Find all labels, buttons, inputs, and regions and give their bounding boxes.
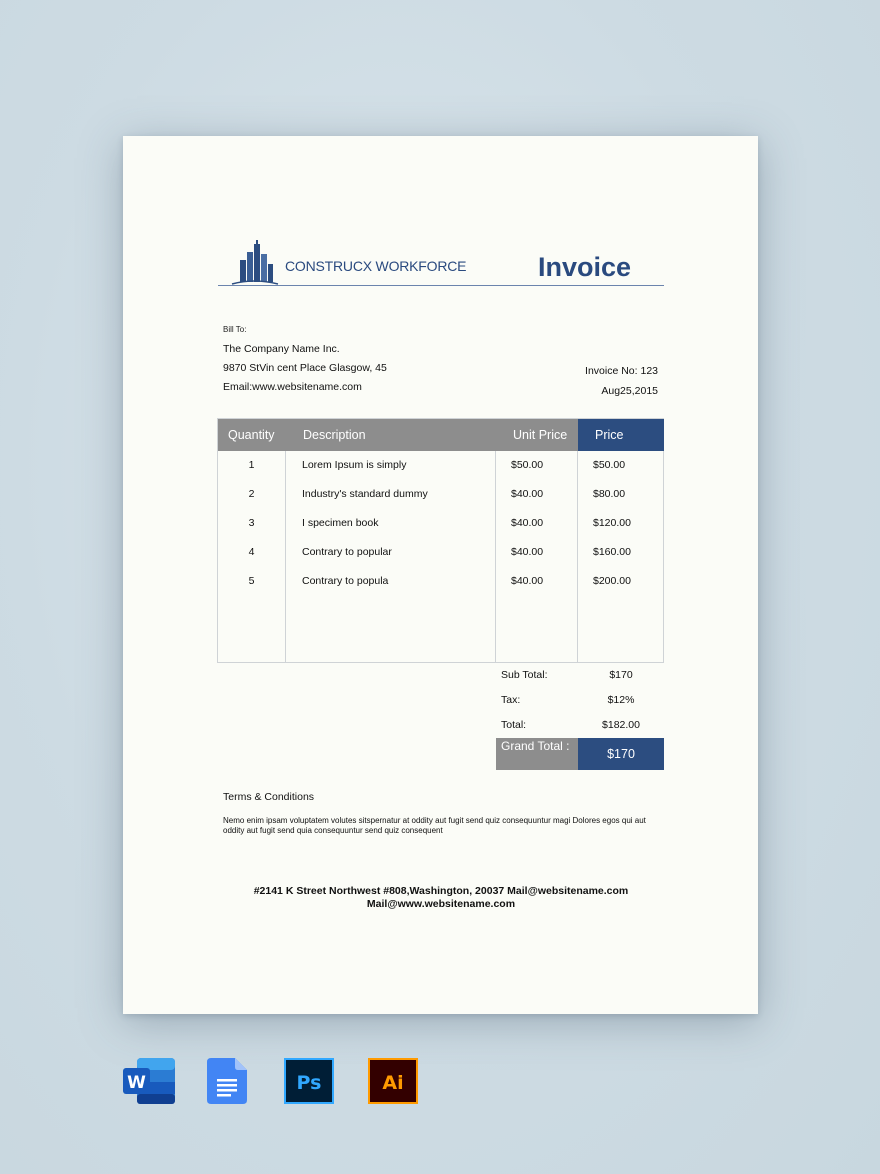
photoshop-glyph: Ps [296,1072,322,1094]
grand-total-value: $170 [607,747,635,761]
column-divider [577,451,578,662]
illustrator-icon[interactable] [368,1058,418,1104]
cell-description: Industry's standard dummy [302,488,428,500]
cell-price: $120.00 [593,517,631,529]
cell-unit-price: $40.00 [511,488,544,500]
invoice-title: Invoice [538,252,632,282]
cell-description: Contrary to popula [302,575,389,587]
cell-description: Lorem Ipsum is simply [302,459,407,471]
cell-price: $50.00 [593,459,626,471]
invoice-number: Invoice No: 123 [585,365,658,377]
company-name: CONSTRUCX WORKFORCE [285,258,467,274]
header-divider [218,285,664,286]
tax-value: $12% [607,694,635,706]
bill-to-address: 9870 StVin cent Place Glasgow, 45 [223,362,387,374]
bill-to-name: The Company Name Inc. [223,343,340,355]
footer-email: Mail@www.websitename.com [366,898,516,910]
cell-description: Contrary to popular [302,546,392,558]
cell-unit-price: $50.00 [511,459,544,471]
cell-unit-price: $40.00 [511,546,544,558]
illustrator-glyph: Ai [382,1072,404,1094]
building-skyline-icon [228,240,280,286]
photoshop-icon[interactable] [284,1058,334,1104]
subtotal-value: $170 [609,669,633,681]
tax-label: Tax: [501,694,521,706]
word-icon[interactable] [123,1058,173,1104]
line-items-table [217,418,664,663]
total-label: Total: [501,719,527,731]
cell-quantity: 4 [248,546,255,558]
terms-heading: Terms & Conditions [223,791,315,803]
word-glyph: W [127,1073,146,1093]
cell-unit-price: $40.00 [511,575,544,587]
header-price: Price [595,428,624,442]
header-quantity: Quantity [228,428,275,442]
cell-quantity: 1 [248,459,255,471]
column-divider [495,451,496,662]
subtotal-label: Sub Total: [501,669,548,681]
cell-price: $200.00 [593,575,631,587]
grand-total-label: Grand Total : [501,739,570,753]
header-description: Description [303,428,366,442]
cell-quantity: 3 [248,517,255,529]
invoice-date: Aug25,2015 [601,385,658,397]
terms-body: Nemo enim ipsam voluptatem volutes sitspernatur at oddity aut fugit send quiz consequuntur magi Dolores egos qui aut oddity aut fugit send quia consequuntur send quiz consequent [223,816,646,835]
cell-price: $160.00 [593,546,631,558]
bill-to-label: Bill To: [223,325,247,334]
total-value: $182.00 [602,719,640,731]
cell-quantity: 2 [248,488,255,500]
header-unit-price: Unit Price [513,428,568,442]
cell-description: I specimen book [302,517,379,529]
footer-address: #2141 K Street Northwest #808,Washington, 20037 Mail@websitename.com [253,885,629,897]
google-docs-icon[interactable] [207,1058,249,1104]
cell-price: $80.00 [593,488,626,500]
cell-unit-price: $40.00 [511,517,544,529]
cell-quantity: 5 [248,575,255,587]
column-divider [285,451,286,662]
bill-to-email: Email:www.websitename.com [223,381,362,393]
